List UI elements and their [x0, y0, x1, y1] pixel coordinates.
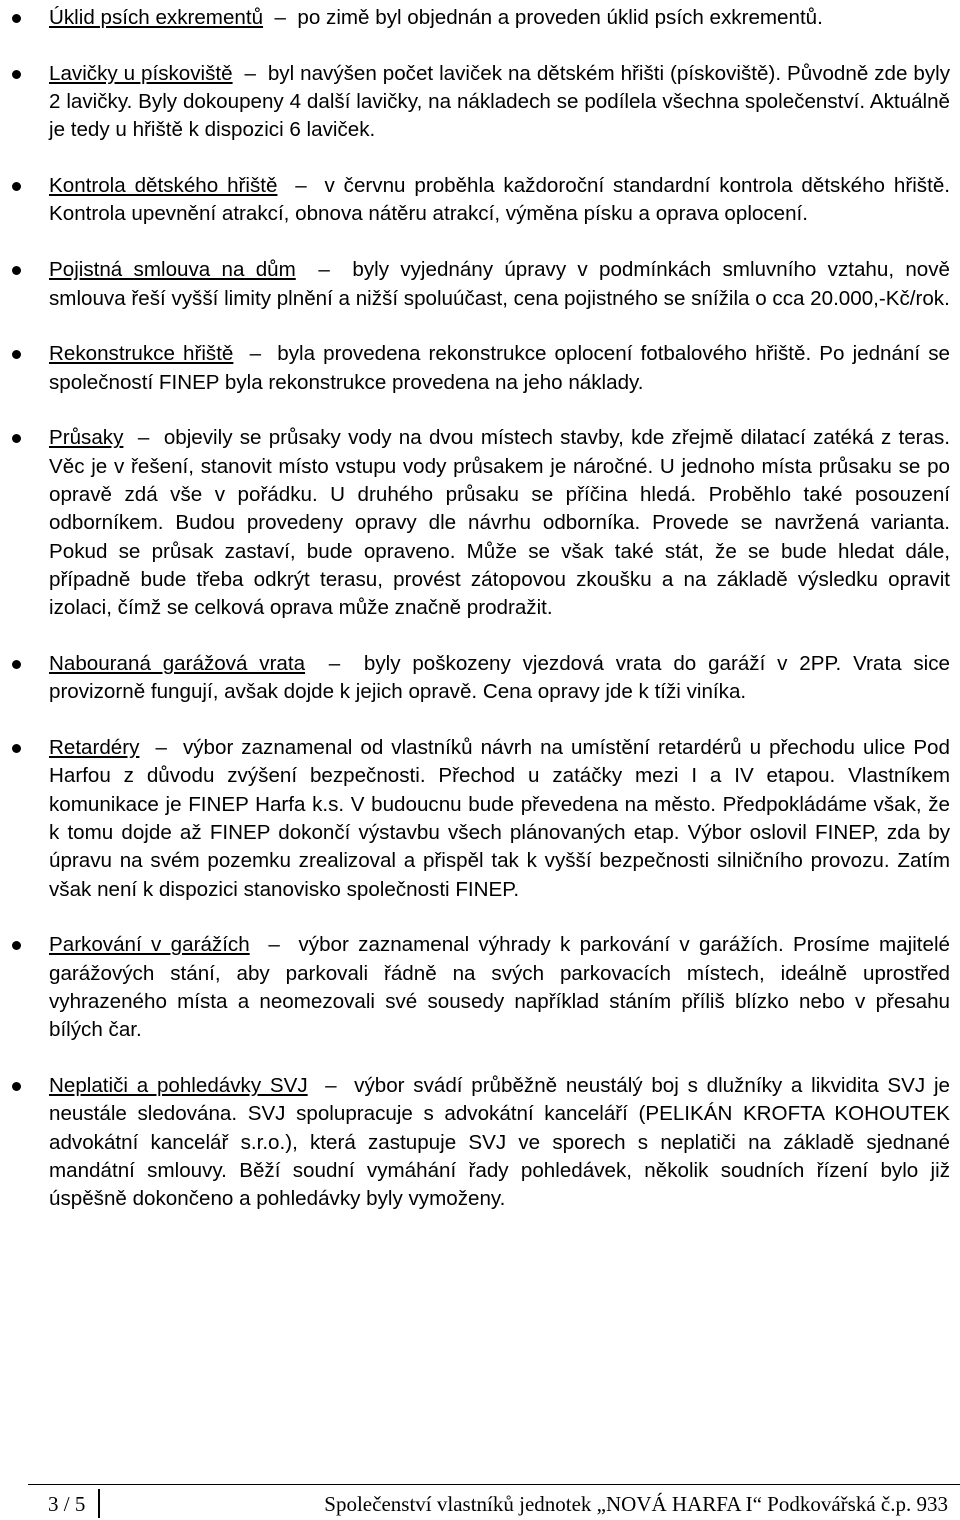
- list-item-uklid: [0, 4, 960, 32]
- item-text: byl navýšen počet laviček na dětském hřišti (pískoviště). Původně zde byly 2 lavičky. Byly dokoupeny 4 další lavičky, na nákladech se podílela všechna společenství. Aktuálně je tedy u hřiště k dispozici 6 laviček.: [49, 61, 950, 142]
- item-text: byly poškozeny vjezdová vrata do garáží v 2PP. Vrata sice provizorně fungují, avšak dojde k jejich opravě. Cena opravy jde k tíži viníka.: [49, 652, 950, 704]
- item-dash: –: [316, 1074, 355, 1098]
- item-text: po zimě byl objednán a proveden úklid psích exkrementů.: [297, 6, 823, 29]
- item-dash: –: [241, 342, 278, 366]
- bullet: [12, 182, 21, 191]
- bullet: [12, 14, 21, 23]
- list-item-prusaky: [0, 424, 960, 622]
- item-text: výbor svádí průběžně neustálý boj s dlužníky a likvidita SVJ je neustále sledována. SVJ spolupracuje s advokátní kanceláří (PELIKÁN KROFTA KOHOUTEK advokátní kancelář s.r.o.), která zastupuje SVJ ve sporech s neplatiči na základě sjednané mandátní smlouvy. Běží soudní vymáhání řady pohledávek, několik soudních řízení bylo již úspěšně dokončeno a pohledávky byly vymoženy.: [49, 1074, 950, 1211]
- item-title: Nabouraná garážová vrata: [49, 652, 306, 676]
- footer-text: Společenství vlastníků jednotek „NOVÁ HARFA I“ Podkovářská č.p. 933: [324, 1492, 948, 1516]
- item-title: Kontrola dětského hřiště: [49, 174, 278, 198]
- bullet: [12, 1082, 21, 1091]
- item-text: výbor zaznamenal od vlastníků návrh na umístění retardérů u přechodu ulice Pod Harfou z důvodu zvýšení bezpečnosti. Přechod u zatáčky mezi I a IV etapou. Vlastníkem komunikace je FINEP Harfa k.s. V budoucnu bude převedena na město. Předpokládáme však, že k tomu dojde až FINEP dokončí výstavbu všech plánovaných etap. Výbor oslovil FINEP, zda by úpravu na svém pozemku zrealizoval a přispěl tak k vyšší bezpečnosti silničního provozu. Zatím však není k dispozici stanovisko společnosti FINEP.: [49, 736, 950, 901]
- bullet: [12, 660, 21, 669]
- list-item-neplatici: [0, 1072, 960, 1213]
- item-title: Parkování v garážích: [49, 933, 250, 957]
- list-item-kontrola-hriste: [0, 172, 960, 229]
- bullet: [12, 941, 21, 950]
- page-number: 3 / 5: [48, 1492, 86, 1516]
- bullet: [12, 434, 21, 443]
- list-item-garazova-vrata: [0, 650, 960, 707]
- item-text: v červnu proběhla každoroční standardní kontrola dětského hřiště. Kontrola upevnění atrakcí, obnova nátěru atrakcí, výměna písku a oprava oplocení.: [49, 174, 950, 226]
- item-dash: –: [130, 426, 164, 450]
- bullet: [12, 70, 21, 79]
- bullet: [12, 266, 21, 275]
- footer-divider: [98, 1489, 100, 1518]
- item-text: byla provedena rekonstrukce oplocení fotbalového hřiště. Po jednání se společností FINEP byla rekonstrukce provedena na jeho náklady.: [49, 342, 950, 394]
- item-dash: –: [316, 652, 364, 676]
- item-title: Lavičky u pískoviště: [49, 61, 233, 85]
- item-dash: –: [147, 736, 183, 760]
- item-title: Pojistná smlouva na dům: [49, 258, 296, 282]
- item-text: objevily se průsaky vody na dvou místech stavby, kde zřejmě dilatací zatéká z teras. Věc je v řešení, stanovit místo vstupu vody průsakem je náročné. U jednoho místa průsaku se po opravě zdá vše v pořádku. U druhého průsaku se příčina hledá. Proběhlo také posouzení odborníkem. Budou provedeny opravy dle návrhu odborníka. Provede se navržená varianta. Pokud se průsak zastaví, bude opraveno. Může se však také stát, že se bude hledat dále, případně bude třeba odkrýt terasu, provést zátopovou zkoušku a na základě výsledku opravit izolaci, čímž se celková oprava může značně prodražit.: [49, 426, 951, 620]
- item-dash: –: [259, 933, 299, 957]
- item-dash: –: [286, 174, 325, 198]
- item-text: výbor zaznamenal výhrady k parkování v garážích. Prosíme majitelé garážových stání, aby parkovali řádně na svých parkovacích místech, ideálně uprostřed vyhrazeného místa a neomezovali své sousedy například stáním příliš blízko nebo v přesahu bílých čar.: [49, 933, 950, 1042]
- list-item-lavicky: [0, 60, 960, 145]
- item-title: Rekonstrukce hřiště: [49, 342, 234, 366]
- list-item-retardery: [0, 734, 960, 904]
- list-item-pojistna-smlouva: [0, 256, 960, 313]
- item-title: Průsaky: [49, 426, 124, 450]
- bullet: [12, 744, 21, 753]
- list-item-rekonstrukce-hriste: [0, 340, 960, 397]
- item-dash: –: [268, 6, 298, 29]
- item-dash: –: [307, 258, 353, 282]
- item-title: Neplatiči a pohledávky SVJ: [49, 1074, 308, 1098]
- item-text: byly vyjednány úpravy v podmínkách smluvního vztahu, nově smlouva řeší vyšší limity plnění a nižší spoluúčast, cena pojistného se snížila o cca 20.000,-Kč/rok.: [49, 258, 950, 310]
- item-title: Úklid psích exkrementů: [49, 6, 264, 29]
- item-dash: –: [238, 61, 268, 85]
- page-footer: [28, 1484, 960, 1520]
- list-item-parkovani: [0, 931, 960, 1044]
- item-title: Retardéry: [49, 736, 140, 760]
- bullet: [12, 350, 21, 359]
